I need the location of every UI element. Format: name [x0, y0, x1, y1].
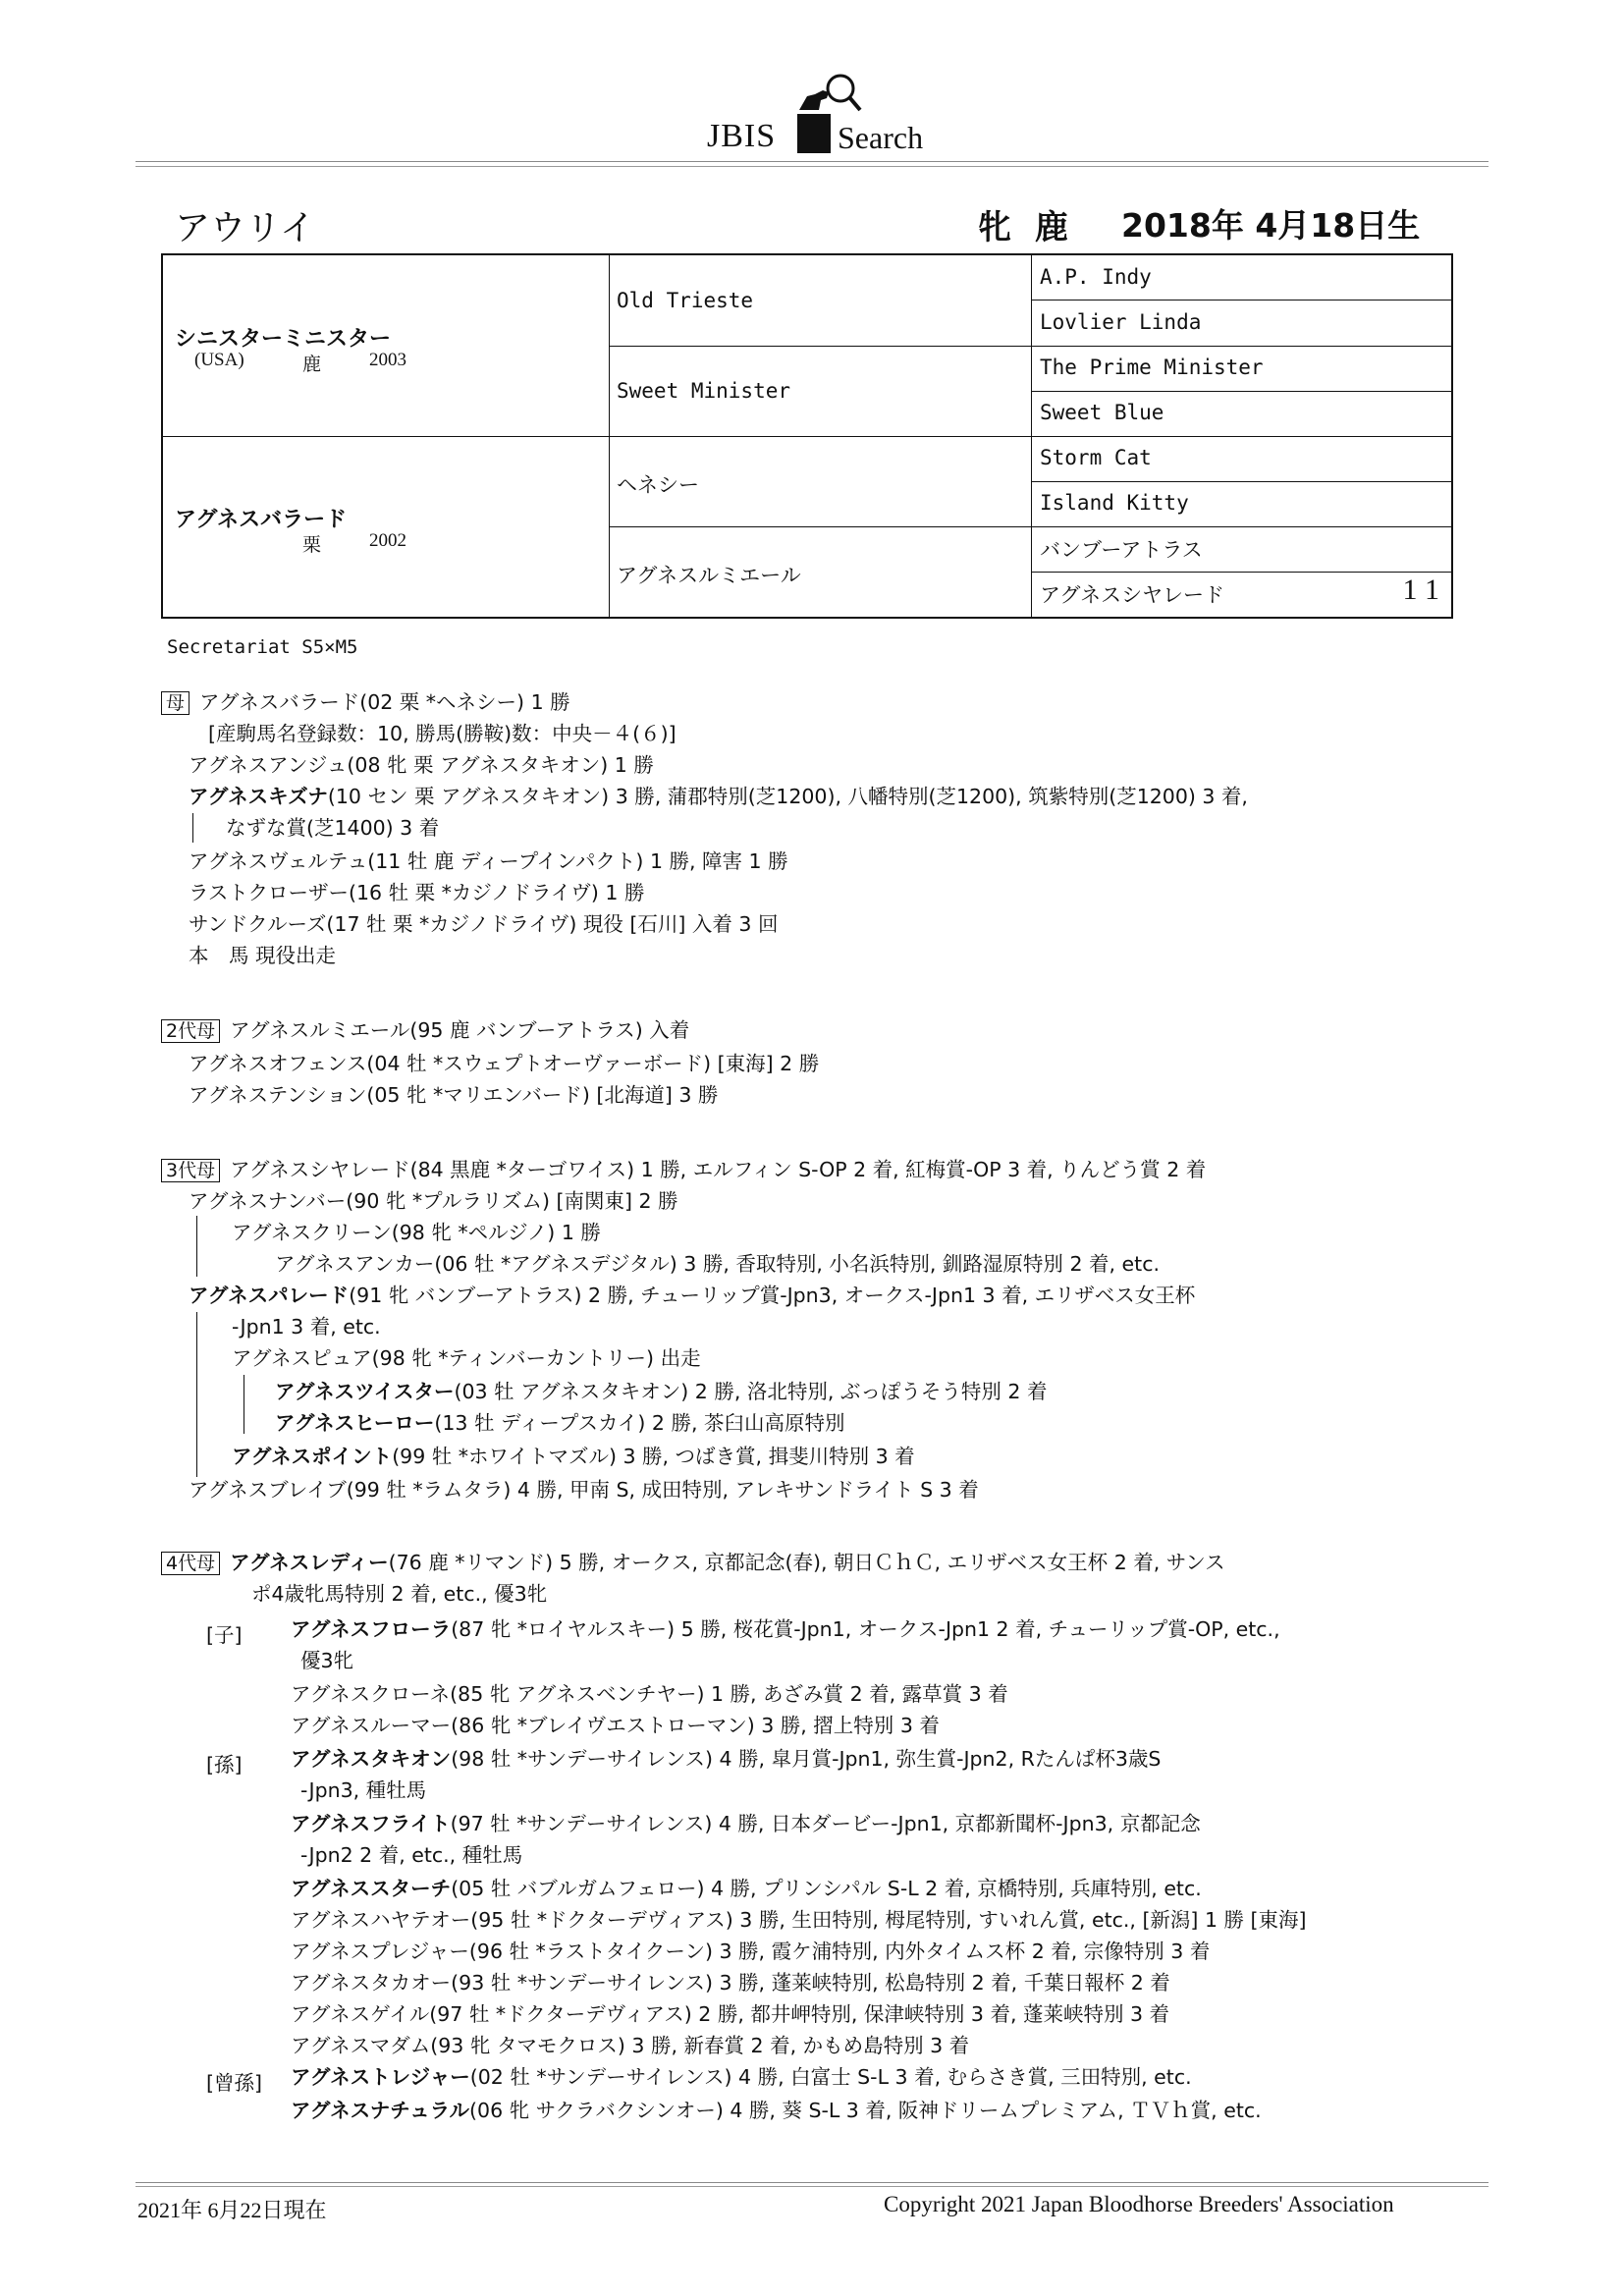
family-line: アグネスルミエール(95 鹿 バンブーアトラス) 入着: [230, 1018, 690, 1042]
family-line-entry: アグネスフライト(97 牡 *サンデーサイレンス) 4 勝, 日本ダービー-Jpn1, 京都新聞杯-Jpn3, 京都記念: [291, 1812, 1201, 1835]
family-line-entry: アグネスナチュラル(06 牝 サクラバクシンオー) 4 勝, 葵 S-L 3 着, 阪神ドリームプレミアム, ＴＶｈ賞, etc.: [291, 2099, 1262, 2122]
horse-name-bold: アグネスレディー: [230, 1551, 389, 1574]
horse-magnifier-icon: [793, 71, 872, 120]
horse-name-bold: アグネストレジャー: [291, 2065, 470, 2089]
pedigree-dam-sire: ヘネシー: [617, 473, 699, 497]
generation-label-great-grandchild: [曾孫]: [206, 2071, 262, 2095]
pedigree-gen3-1: A.P. Indy: [1040, 265, 1152, 289]
g2-tag: 2代母: [161, 1019, 220, 1043]
pedigree-gen3-8: アグネスシヤレード: [1040, 583, 1224, 607]
footer-date: 2021年 6月22日現在: [137, 2198, 327, 2222]
generation-label-grandchild: [孫]: [206, 1753, 243, 1777]
pedigree-gen3-3: The Prime Minister: [1040, 355, 1264, 379]
family-line-entry: アグネスフローラ(87 牝 *ロイヤルスキー) 5 勝, 桜花賞-Jpn1, オークス-Jpn1 2 着, チューリップ賞-OP, etc.,: [291, 1617, 1280, 1641]
g3-tag: 3代母: [161, 1159, 220, 1182]
horse-sex-color: 牝 鹿: [978, 208, 1074, 247]
family-line: -Jpn2 2 着, etc., 種牡馬: [300, 1843, 523, 1867]
sire-name: シニスターミニスター: [175, 327, 392, 352]
pedigree-gen3-2: Lovlier Linda: [1040, 310, 1202, 334]
family-line: アグネスオフェンス(04 牡 *スウェプトオーヴァーボード) [東海] 2 勝: [189, 1052, 820, 1075]
inbreeding-note: Secretariat S5×M5: [167, 636, 358, 658]
family-line: サンドクルーズ(17 牡 栗 *カジノドライヴ) 現役 [石川] 入着 3 回: [189, 912, 779, 936]
family-line: アグネスルーマー(86 牝 *ブレイヴエストローマン) 3 勝, 摺上特別 3 着: [291, 1714, 940, 1737]
horse-name: アウリイ: [175, 208, 315, 248]
family-line: [産駒馬名登録数：10, 勝馬(勝鞍)数：中央－４(６)]: [208, 722, 677, 745]
family-line: アグネスヴェルテュ(11 牡 鹿 ディープインパクト) 1 勝, 障害 1 勝: [189, 849, 788, 873]
dam-tag: 母: [161, 691, 189, 715]
horse-name-bold: アグネスフローラ: [291, 1617, 452, 1641]
family-line: アグネスゲイル(97 牡 *ドクターデヴィアス) 2 勝, 都井岬特別, 保津峡特別 3 着, 蓬莱峡特別 3 着: [291, 2002, 1170, 2026]
dam-color: 栗: [302, 535, 322, 556]
family-line: 本 馬 現役出走: [189, 944, 337, 967]
family-line-entry: アグネスツイスター(03 牡 アグネスタキオン) 2 勝, 洛北特別, ぶっぽうそう特別 2 着: [275, 1380, 1048, 1403]
pedigree-table: [161, 253, 1453, 619]
family-line: ポ4歳牝馬特別 2 着, etc., 優3牝: [251, 1582, 548, 1606]
horse-birth-date: 2018年 4月18日生: [1121, 206, 1421, 245]
horse-name-bold: アグネスナチュラル: [291, 2099, 470, 2122]
family-line-entry: アグネスパレード(91 牝 バンブーアトラス) 2 勝, チューリップ賞-Jpn3, オークス-Jpn1 3 着, エリザベス女王杯: [189, 1284, 1196, 1307]
g4-section-head: 4代母 アグネスレディー(76 鹿 *リマンド) 5 勝, オークス, 京都記念(春), 朝日ＣｈＣ, エリザベス女王杯 2 着, サンス: [161, 1548, 1225, 1577]
family-line: 優3牝: [300, 1649, 354, 1672]
jbis-search-logo: [707, 71, 943, 159]
horse-name-bold: アグネスパレード: [189, 1284, 350, 1307]
pedigree-dam-dam: アグネスルミエール: [617, 564, 801, 587]
family-line-entry: アグネスキズナ(10 セン 栗 アグネスタキオン) 3 勝, 蒲郡特別(芝1200), 八幡特別(芝1200), 筑紫特別(芝1200) 3 着,: [189, 785, 1248, 808]
dam-year: 2002: [369, 530, 406, 551]
header-rule-top: [135, 161, 1489, 162]
logo-search-text: Search: [838, 120, 924, 155]
dam-section-head: [161, 687, 570, 717]
horse-name-bold: アグネスタキオン: [291, 1747, 452, 1771]
family-number: 1 1: [1402, 574, 1439, 606]
family-line-entry: アグネスタキオン(98 牡 *サンデーサイレンス) 4 勝, 皐月賞-Jpn1, 弥生賞-Jpn2, Rたんぱ杯3歳S: [291, 1747, 1162, 1771]
generation-label-child: [子]: [206, 1623, 243, 1647]
family-line: アグネスタカオー(93 牡 *サンデーサイレンス) 3 勝, 蓬莱峡特別, 松島特別 2 着, 千葉日報杯 2 着: [291, 1971, 1170, 1995]
family-line: アグネスプレジャー(96 牡 *ラストタイクーン) 3 勝, 霞ケ浦特別, 内外タイムス杯 2 着, 宗像特別 3 着: [291, 1940, 1211, 1963]
family-line: アグネスバラード(02 栗 *ヘネシー) 1 勝: [199, 690, 570, 714]
family-line: アグネスマダム(93 牝 タマモクロス) 3 勝, 新春賞 2 着, かもめ島特別 3 着: [291, 2034, 970, 2057]
pedigree-gen3-6: Island Kitty: [1040, 491, 1189, 515]
logo-bucket-icon: [797, 114, 831, 153]
horse-name-bold: アグネススターチ: [291, 1877, 452, 1900]
footer-copyright: Copyright 2021 Japan Bloodhorse Breeders' Association: [884, 2192, 1394, 2216]
g3-section-head: [161, 1155, 1206, 1184]
family-line-entry: アグネストレジャー(02 牡 *サンデーサイレンス) 4 勝, 白富士 S-L 3 着, むらさき賞, 三田特別, etc.: [291, 2065, 1192, 2089]
family-line: アグネスブレイブ(99 牡 *ラムタラ) 4 勝, 甲南 S, 成田特別, アレキサンドライト S 3 着: [189, 1478, 979, 1502]
horse-name-bold: アグネスフライト: [291, 1812, 451, 1835]
pedigree-gen3-5: Storm Cat: [1040, 446, 1152, 469]
family-line: アグネスピュア(98 牝 *ティンバーカントリー) 出走: [232, 1346, 701, 1370]
footer-rule-2: [135, 2186, 1489, 2187]
pedigree-sire-sire: Old Trieste: [617, 289, 754, 312]
horse-name-bold: アグネスヒーロー: [275, 1411, 435, 1435]
dam-name: アグネスバラード: [175, 508, 348, 532]
sire-color: 鹿: [302, 355, 322, 375]
sire-year: 2003: [369, 350, 406, 370]
horse-name-bold: アグネスキズナ: [189, 785, 328, 808]
family-line: なずな賞(芝1400) 3 着: [226, 816, 440, 840]
family-line: アグネスシヤレード(84 黒鹿 *ターゴワイス) 1 勝, エルフィン S-OP 2 着, 紅梅賞-OP 3 着, りんどう賞 2 着: [230, 1158, 1207, 1181]
family-line-entry: アグネススターチ(05 牡 バブルガムフェロー) 4 勝, プリンシパル S-L 2 着, 京橋特別, 兵庫特別, etc.: [291, 1877, 1202, 1900]
family-line: アグネスクローネ(85 牝 アグネスベンチヤー) 1 勝, あざみ賞 2 着, 露草賞 3 着: [291, 1682, 1008, 1706]
header-rule-bottom: [135, 166, 1489, 167]
family-line: アグネステンション(05 牝 *マリエンバード) [北海道] 3 勝: [189, 1083, 719, 1107]
family-line-entry: アグネスポイント(99 牡 *ホワイトマズル) 3 勝, つばき賞, 揖斐川特別 3 着: [232, 1445, 915, 1468]
g2-section-head: [161, 1015, 689, 1045]
sire-country: (USA): [194, 350, 244, 370]
g4-tag: 4代母: [161, 1552, 220, 1575]
family-line: -Jpn1 3 着, etc.: [232, 1315, 381, 1339]
family-line: アグネスナンバー(90 牝 *プルラリズム) [南関東] 2 勝: [189, 1189, 678, 1213]
family-line: ラストクローザー(16 牡 栗 *カジノドライヴ) 1 勝: [189, 881, 645, 904]
pedigree-sire-dam: Sweet Minister: [617, 379, 791, 403]
family-line: -Jpn3, 種牡馬: [300, 1778, 427, 1802]
family-line: アグネスクリーン(98 牝 *ペルジノ) 1 勝: [232, 1221, 601, 1244]
family-line-entry: アグネスヒーロー(13 牡 ディープスカイ) 2 勝, 茶臼山高原特別: [275, 1411, 845, 1435]
horse-name-bold: アグネスポイント: [232, 1445, 393, 1468]
family-line: アグネスハヤテオー(95 牡 *ドクターデヴィアス) 3 勝, 生田特別, 栂尾特別, すいれん賞, etc., [新潟] 1 勝 [東海]: [291, 1908, 1307, 1932]
logo-jbis-text: JBIS: [707, 118, 777, 154]
pedigree-gen3-4: Sweet Blue: [1040, 401, 1164, 424]
footer-rule: [135, 2182, 1489, 2183]
family-line: アグネスアンジュ(08 牝 栗 アグネスタキオン) 1 勝: [189, 753, 654, 777]
pedigree-gen3-7: バンブーアトラス: [1040, 538, 1203, 562]
horse-name-bold: アグネスツイスター: [275, 1380, 455, 1403]
family-line: アグネスアンカー(06 牡 *アグネスデジタル) 3 勝, 香取特別, 小名浜特別, 釧路湿原特別 2 着, etc.: [275, 1252, 1160, 1276]
